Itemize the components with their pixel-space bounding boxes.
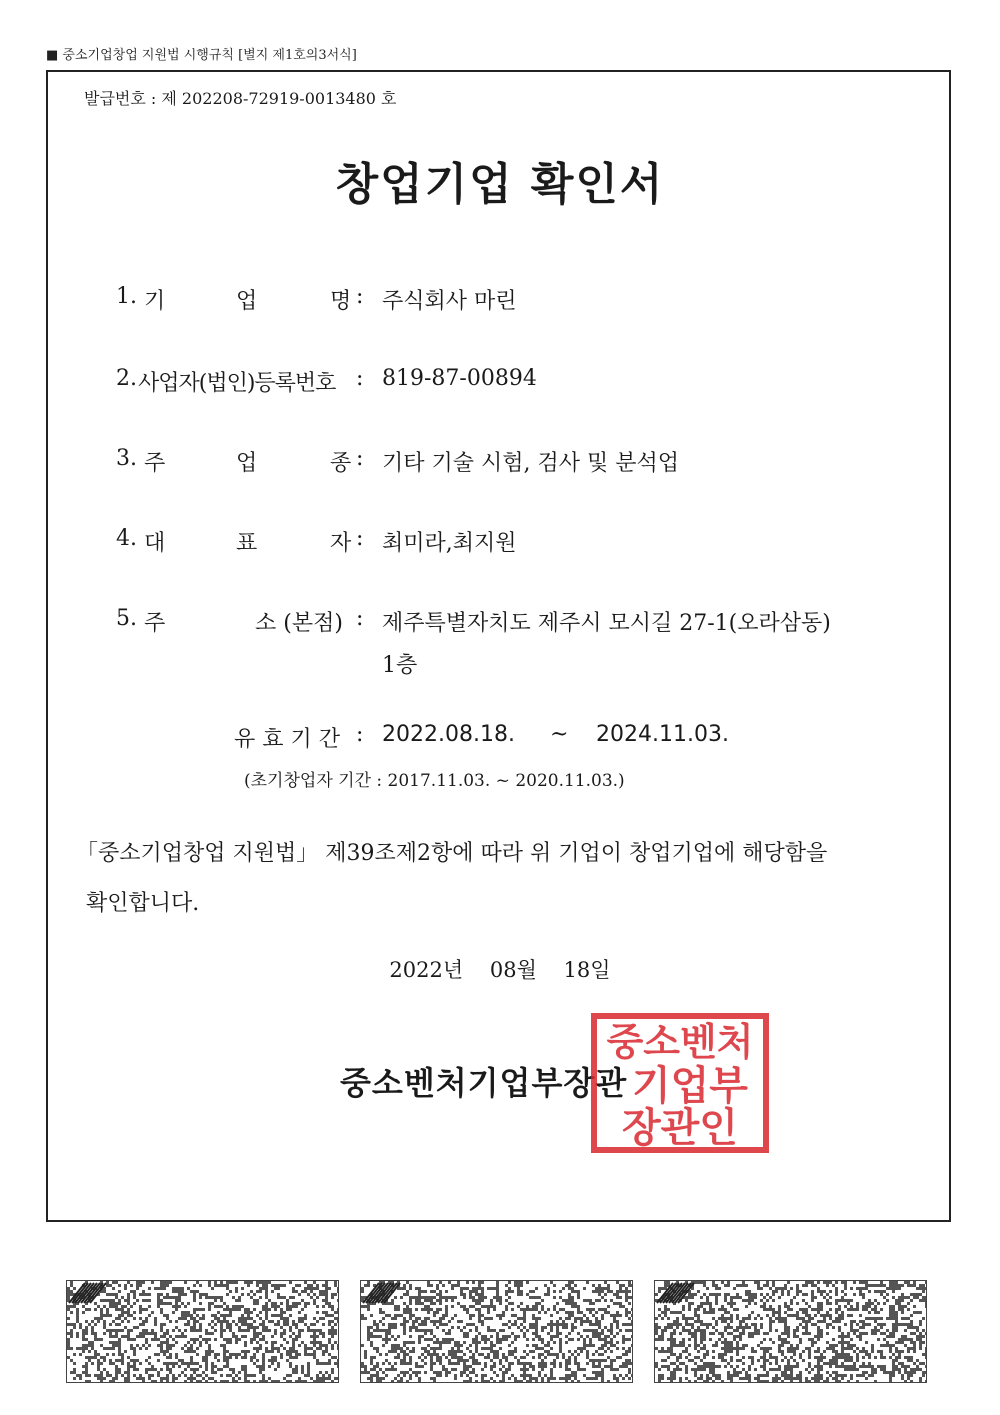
field-colon: :: [356, 526, 364, 551]
field-label-char: 기: [144, 289, 166, 314]
field-value: 기타 기술 시험, 검사 및 분석업: [382, 451, 679, 476]
field-colon: :: [356, 284, 364, 309]
document-frame: [46, 70, 951, 1222]
field-label-char: 업: [236, 289, 258, 314]
field-number: 3.: [116, 446, 137, 471]
issue-number: 발급번호 : 제 202208-72919-0013480 호: [84, 89, 397, 108]
field-label-char: 종: [330, 451, 352, 476]
issue-date: 2022년 08월 18일: [389, 958, 611, 982]
field-label-char: 업: [236, 451, 258, 476]
field-number: 1.: [116, 284, 137, 309]
seal-line-1: 중소벤처: [606, 1020, 754, 1064]
field-value: 제주특별자치도 제주시 모시길 27-1(오라삼동): [382, 611, 831, 636]
statement-line-2: 확인합니다.: [86, 891, 200, 916]
seal-line-3: 장관인: [622, 1105, 738, 1151]
form-label: ■ 중소기업창업 지원법 시행규칙 [별지 제1호의3서식]: [46, 48, 357, 63]
issuer-name: 중소벤처기업부장관: [340, 1064, 628, 1102]
field-label-char: 표: [236, 531, 258, 556]
field-number: 5.: [116, 606, 137, 631]
field-value: 주식회사 마린: [382, 289, 517, 314]
security-code-pattern: [655, 1281, 927, 1383]
field-label-char: 대: [144, 531, 166, 556]
field-colon: :: [356, 446, 364, 471]
field-label-char: 자: [330, 531, 352, 556]
field-value: 최미라,최지원: [382, 531, 517, 556]
validity-tilde: ~: [550, 722, 569, 747]
field-value: 819-87-00894: [382, 366, 537, 391]
page-title: 창업기업 확인서: [335, 159, 665, 210]
field-number: 2.: [116, 366, 137, 391]
seal-line-2: 기업부: [632, 1063, 748, 1109]
official-seal: [590, 1013, 770, 1153]
early-startup-period: (초기창업자 기간 : 2017.11.03. ~ 2020.11.03.): [244, 771, 625, 791]
security-code-pattern: [67, 1281, 339, 1383]
validity-colon: :: [356, 722, 364, 747]
security-code-1: [66, 1280, 339, 1383]
field-label-char: 주: [144, 451, 166, 476]
field-label-char: 명: [330, 289, 352, 314]
security-code-pattern: [361, 1281, 633, 1383]
validity-label: 유 효 기 간: [234, 727, 340, 752]
field-colon: :: [356, 366, 364, 391]
statement-line-1: 「중소기업창업 지원법」 제39조제2항에 따라 위 기업이 창업기업에 해당함을: [76, 841, 828, 866]
field-address-line2: 1층: [382, 653, 418, 678]
field-label-char: 주: [144, 611, 166, 636]
security-code-2: [360, 1280, 633, 1383]
field-number: 4.: [116, 526, 137, 551]
field-label: 사업자(법인)등록번호: [138, 371, 336, 396]
field-label-tail: 소 (본점): [255, 611, 343, 636]
field-colon: :: [356, 606, 364, 631]
validity-end: 2024.11.03.: [596, 722, 729, 747]
security-code-3: [654, 1280, 927, 1383]
validity-start: 2022.08.18.: [382, 722, 515, 747]
